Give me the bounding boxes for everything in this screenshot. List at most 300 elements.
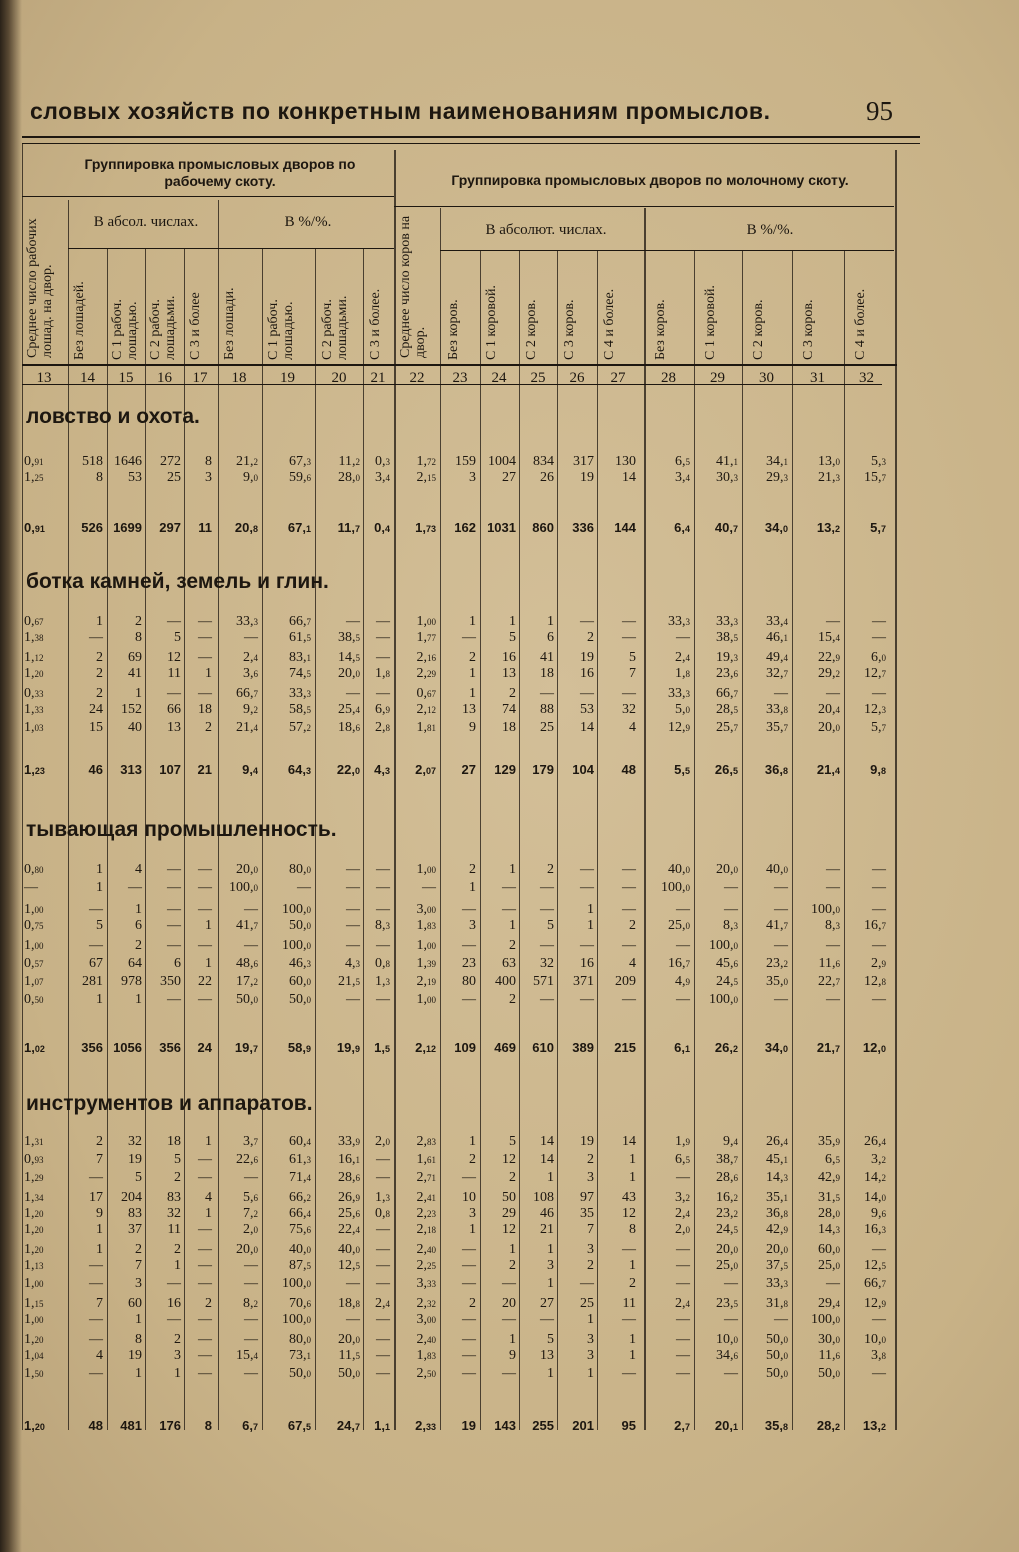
- table-cell: 1: [547, 614, 554, 629]
- table-cell: 1: [587, 918, 594, 933]
- table-cell: 5: [629, 650, 636, 665]
- table-cell: 69: [128, 650, 142, 665]
- table-cell: 5: [174, 630, 181, 645]
- total-cell: 469: [494, 1040, 516, 1055]
- table-cell: 2,4: [675, 650, 690, 665]
- table-cell: 100,0: [709, 992, 738, 1007]
- total-cell: 1,20: [24, 1418, 45, 1433]
- table-cell: 19: [128, 1152, 142, 1167]
- group-title-cows: Группировка промысловых дворов по молочному скоту.: [451, 172, 849, 188]
- table-cell: —: [540, 1312, 554, 1327]
- table-cell: —: [346, 880, 360, 895]
- table-cell: 48,6: [236, 956, 258, 971]
- table-cell: 5: [96, 918, 103, 933]
- table-cell: 2: [629, 1276, 636, 1291]
- total-cell: 40,7: [714, 520, 738, 535]
- table-cell: —: [774, 938, 788, 953]
- table-cell: —: [502, 1366, 516, 1381]
- table-cell: 59,6: [289, 470, 311, 485]
- total-cell: 336: [572, 520, 594, 535]
- total-cell: 6,7: [242, 1418, 258, 1433]
- total-cell: 12,0: [862, 1040, 886, 1055]
- table-cell: 20,4: [818, 702, 840, 717]
- table-cell: 66: [167, 702, 181, 717]
- table-cell: 46,1: [766, 630, 788, 645]
- table-cell: 16,3: [864, 1222, 886, 1237]
- table-cell: 28,0: [338, 470, 360, 485]
- column-number: 15: [118, 370, 134, 386]
- table-cell: 9: [509, 1348, 516, 1363]
- table-cell: —: [198, 1276, 212, 1291]
- table-cell: —: [198, 1152, 212, 1167]
- table-cell: 19: [580, 470, 594, 485]
- table-cell: 11: [167, 1222, 181, 1237]
- column-number: 30: [759, 370, 774, 386]
- table-cell: 12,9: [668, 720, 690, 735]
- table-cell: 12,3: [864, 702, 886, 717]
- table-cell: 16,2: [716, 1190, 738, 1205]
- table-cell: 2: [509, 938, 516, 953]
- table-cell: —: [346, 1276, 360, 1291]
- table-cell: —: [346, 614, 360, 629]
- table-cell: 5: [135, 1170, 142, 1185]
- table-cell: 1: [96, 614, 103, 629]
- table-cell: 41,7: [236, 918, 258, 933]
- table-cell: 27: [540, 1296, 554, 1311]
- table-cell: 1,50: [24, 1366, 44, 1381]
- table-cell: 371: [573, 974, 594, 989]
- table-cell: —: [462, 1276, 476, 1291]
- table-cell: 2,15: [416, 470, 436, 485]
- table-cell: 1: [96, 862, 103, 877]
- table-cell: —: [376, 1276, 390, 1291]
- table-cell: 0,80: [24, 862, 44, 877]
- table-cell: —: [872, 862, 886, 877]
- table-cell: 1: [135, 992, 142, 1007]
- table-cell: —: [244, 938, 258, 953]
- table-cell: 20,0: [338, 1332, 360, 1347]
- table-cell: 50,0: [766, 1332, 788, 1347]
- header-rule: [68, 248, 394, 249]
- table-cell: 1: [135, 1366, 142, 1381]
- total-cell: 24,7: [336, 1418, 360, 1433]
- table-cell: 14: [622, 470, 636, 485]
- table-cell: 100,0: [661, 880, 690, 895]
- total-cell: 11: [198, 520, 212, 535]
- table-cell: 2,4: [675, 1296, 690, 1311]
- column-rule: [440, 208, 441, 1430]
- table-cell: 50,0: [818, 1366, 840, 1381]
- table-cell: —: [622, 902, 636, 917]
- table-cell: 18,6: [338, 720, 360, 735]
- table-cell: 209: [615, 974, 636, 989]
- colhead-cow-abs: Без коров.: [446, 299, 461, 360]
- total-cell: 19: [461, 1418, 476, 1433]
- table-cell: 40,0: [289, 1242, 311, 1257]
- table-cell: —: [198, 1222, 212, 1237]
- table-cell: 33,3: [668, 614, 690, 629]
- total-cell: 64,3: [287, 762, 311, 777]
- table-cell: 1,00: [24, 902, 44, 917]
- table-cell: 53: [128, 470, 142, 485]
- table-cell: —: [872, 686, 886, 701]
- top-rule-thin: [22, 143, 920, 144]
- table-cell: 1: [205, 918, 212, 933]
- total-cell: 27: [461, 762, 476, 777]
- table-cell: —: [346, 992, 360, 1007]
- table-cell: 1646: [114, 454, 142, 469]
- table-cell: 3,6: [243, 666, 258, 681]
- table-cell: 3: [469, 918, 476, 933]
- table-cell: 9,2: [243, 702, 258, 717]
- table-cell: 7: [629, 666, 636, 681]
- table-cell: 7: [135, 1258, 142, 1273]
- table-cell: 1: [547, 1366, 554, 1381]
- table-cell: —: [167, 880, 181, 895]
- table-cell: 64: [128, 956, 142, 971]
- table-cell: 16,7: [864, 918, 886, 933]
- total-cell: 34,0: [764, 520, 788, 535]
- table-cell: —: [89, 902, 103, 917]
- table-cell: —: [89, 1276, 103, 1291]
- table-cell: 5,3: [871, 454, 886, 469]
- table-cell: 400: [495, 974, 516, 989]
- table-cell: 3,7: [243, 1134, 258, 1149]
- total-cell: 13,2: [862, 1418, 886, 1433]
- table-cell: 1: [587, 1366, 594, 1381]
- table-cell: —: [376, 1348, 390, 1363]
- table-cell: —: [198, 1258, 212, 1273]
- table-cell: —: [198, 630, 212, 645]
- table-cell: 25: [167, 470, 181, 485]
- table-cell: 100,0: [282, 938, 311, 953]
- table-cell: 1,13: [24, 1258, 44, 1273]
- table-cell: 13: [462, 702, 476, 717]
- table-cell: —: [580, 862, 594, 877]
- colhead-horse-pct: Без лошади.: [222, 287, 237, 360]
- table-cell: 28,6: [716, 1170, 738, 1185]
- table-cell: 100,0: [229, 880, 258, 895]
- column-number: 24: [491, 370, 507, 386]
- table-cell: —: [826, 686, 840, 701]
- book-spine-shadow: [0, 0, 22, 1552]
- table-cell: 2,18: [416, 1222, 436, 1237]
- table-cell: —: [198, 880, 212, 895]
- table-cell: 40,0: [668, 862, 690, 877]
- table-cell: 66,7: [864, 1276, 886, 1291]
- table-cell: 35: [580, 1206, 594, 1221]
- table-cell: —: [502, 1276, 516, 1291]
- table-cell: 40: [128, 720, 142, 735]
- table-cell: —: [376, 880, 390, 895]
- total-cell: 860: [532, 520, 554, 535]
- table-cell: 0,8: [375, 1206, 390, 1221]
- table-cell: 1: [469, 1134, 476, 1149]
- column-number: 13: [36, 370, 52, 386]
- table-cell: 100,0: [811, 1312, 840, 1327]
- table-cell: —: [502, 1312, 516, 1327]
- table-cell: 1: [205, 956, 212, 971]
- table-cell: —: [376, 992, 390, 1007]
- table-cell: —: [167, 614, 181, 629]
- total-cell: 8: [204, 1418, 212, 1433]
- total-cell: 5,7: [870, 520, 886, 535]
- table-cell: 24,5: [716, 974, 738, 989]
- table-cell: 32: [540, 956, 554, 971]
- table-cell: 17: [89, 1190, 103, 1205]
- table-cell: 33,8: [766, 702, 788, 717]
- table-cell: 66,7: [716, 686, 738, 701]
- table-cell: —: [198, 1348, 212, 1363]
- table-cell: 5,0: [675, 702, 690, 717]
- table-cell: 21: [540, 1222, 554, 1237]
- table-cell: —: [376, 614, 390, 629]
- table-cell: —: [676, 1170, 690, 1185]
- table-cell: —: [540, 902, 554, 917]
- table-cell: 0,93: [24, 1152, 44, 1167]
- table-cell: 41: [540, 650, 554, 665]
- table-cell: —: [676, 938, 690, 953]
- table-cell: 36,8: [766, 1206, 788, 1221]
- table-cell: —: [167, 1312, 181, 1327]
- table-cell: 18: [167, 1134, 181, 1149]
- total-cell: 356: [81, 1040, 103, 1055]
- table-cell: 14,5: [338, 650, 360, 665]
- table-cell: —: [872, 614, 886, 629]
- table-cell: 19: [128, 1348, 142, 1363]
- table-cell: 3: [469, 470, 476, 485]
- table-cell: 1: [96, 880, 103, 895]
- header-bottom-rule: [22, 364, 897, 366]
- total-cell: 2,33: [415, 1418, 436, 1433]
- table-cell: 1,33: [24, 702, 44, 717]
- total-cell: 356: [159, 1040, 181, 1055]
- table-cell: 1: [629, 1258, 636, 1273]
- running-head: словых хозяйств по конкретным наименованиям промыслов.: [30, 98, 771, 124]
- table-cell: 3: [587, 1332, 594, 1347]
- table-cell: —: [244, 1258, 258, 1273]
- table-cell: 8,3: [723, 918, 738, 933]
- table-cell: 66,7: [289, 614, 311, 629]
- colhead-avg-cows: Среднее число коров на двор.: [398, 215, 428, 358]
- table-cell: 152: [121, 702, 142, 717]
- table-cell: —: [376, 1312, 390, 1327]
- table-cell: —: [346, 862, 360, 877]
- table-cell: 57,2: [289, 720, 311, 735]
- column-number: 22: [409, 370, 425, 386]
- table-cell: 88: [540, 702, 554, 717]
- table-cell: 38,5: [716, 630, 738, 645]
- table-cell: 66,2: [289, 1190, 311, 1205]
- table-cell: 1,15: [24, 1296, 44, 1311]
- table-cell: 159: [455, 454, 476, 469]
- total-cell: 6,4: [674, 520, 690, 535]
- total-cell: 48: [88, 1418, 103, 1433]
- table-cell: 5: [509, 630, 516, 645]
- table-cell: —: [580, 880, 594, 895]
- table-cell: 8,3: [825, 918, 840, 933]
- table-cell: —: [826, 1276, 840, 1291]
- total-cell: 6,1: [674, 1040, 690, 1055]
- table-cell: 2: [509, 686, 516, 701]
- table-cell: 31,8: [766, 1296, 788, 1311]
- total-cell: 21,4: [816, 762, 840, 777]
- table-cell: —: [676, 902, 690, 917]
- table-cell: —: [724, 1312, 738, 1327]
- colhead-cow-abs: С 2 коров.: [524, 299, 539, 360]
- table-cell: 1: [96, 1222, 103, 1237]
- table-cell: 1: [509, 918, 516, 933]
- table-cell: 100,0: [282, 1312, 311, 1327]
- table-cell: —: [580, 686, 594, 701]
- table-cell: 2,4: [675, 1206, 690, 1221]
- total-cell: 1,23: [24, 762, 45, 777]
- table-cell: 61,5: [289, 630, 311, 645]
- table-cell: 5,6: [243, 1190, 258, 1205]
- table-cell: 3,2: [675, 1190, 690, 1205]
- table-cell: 25,0: [818, 1258, 840, 1273]
- table-cell: 2,40: [416, 1242, 436, 1257]
- total-cell: 1,73: [415, 520, 436, 535]
- table-cell: 33,3: [668, 686, 690, 701]
- table-cell: —: [676, 1276, 690, 1291]
- table-cell: —: [167, 862, 181, 877]
- table-cell: —: [198, 1242, 212, 1257]
- table-cell: 10: [462, 1190, 476, 1205]
- table-cell: 1: [509, 1242, 516, 1257]
- table-cell: 13: [167, 720, 181, 735]
- table-cell: 60,0: [289, 974, 311, 989]
- table-cell: —: [774, 1312, 788, 1327]
- table-cell: 60: [128, 1296, 142, 1311]
- table-cell: 40,0: [338, 1242, 360, 1257]
- table-cell: 63: [502, 956, 516, 971]
- table-cell: 2,0: [375, 1134, 390, 1149]
- table-cell: —: [724, 880, 738, 895]
- table-cell: —: [198, 1312, 212, 1327]
- colhead-horse-abs: Без лошадей.: [72, 281, 87, 360]
- total-cell: 20,1: [714, 1418, 738, 1433]
- table-cell: 2,9: [871, 956, 886, 971]
- table-cell: 8,2: [243, 1296, 258, 1311]
- table-cell: 12,5: [864, 1258, 886, 1273]
- table-cell: 1,8: [375, 666, 390, 681]
- table-cell: 38,7: [716, 1152, 738, 1167]
- table-cell: 2,25: [416, 1258, 436, 1273]
- table-cell: —: [622, 630, 636, 645]
- table-cell: 12: [502, 1222, 516, 1237]
- table-cell: 2,23: [416, 1206, 436, 1221]
- table-cell: 71,4: [289, 1170, 311, 1185]
- table-cell: 12,9: [864, 1296, 886, 1311]
- table-cell: 1,20: [24, 1242, 44, 1257]
- table-cell: 29,4: [818, 1296, 840, 1311]
- table-cell: 61,3: [289, 1152, 311, 1167]
- table-cell: 1: [469, 686, 476, 701]
- table-cell: 11,6: [818, 1348, 840, 1363]
- total-cell: 67,5: [287, 1418, 311, 1433]
- table-cell: 35,1: [766, 1190, 788, 1205]
- table-cell: 18: [540, 666, 554, 681]
- table-cell: 1: [174, 1366, 181, 1381]
- table-cell: 21,4: [236, 720, 258, 735]
- table-cell: 28,5: [716, 702, 738, 717]
- table-cell: —: [872, 1366, 886, 1381]
- table-cell: —: [774, 686, 788, 701]
- table-cell: 3: [587, 1242, 594, 1257]
- table-cell: —: [376, 650, 390, 665]
- table-cell: —: [872, 880, 886, 895]
- table-cell: 9,4: [723, 1134, 738, 1149]
- table-cell: 4,3: [345, 956, 360, 971]
- table-cell: 12: [622, 1206, 636, 1221]
- total-cell: 144: [614, 520, 636, 535]
- table-cell: 5,7: [871, 720, 886, 735]
- table-cell: 22,4: [338, 1222, 360, 1237]
- table-cell: 1004: [488, 454, 516, 469]
- table-cell: 60,4: [289, 1134, 311, 1149]
- table-cell: 8: [629, 1222, 636, 1237]
- table-cell: —: [872, 902, 886, 917]
- table-cell: 87,5: [289, 1258, 311, 1273]
- total-cell: 1699: [113, 520, 142, 535]
- table-cell: 3: [174, 1348, 181, 1363]
- total-cell: 1056: [113, 1040, 142, 1055]
- table-cell: 3: [547, 1258, 554, 1273]
- column-number: 17: [192, 370, 208, 386]
- table-cell: 74,5: [289, 666, 311, 681]
- table-cell: 18,8: [338, 1296, 360, 1311]
- total-cell: 9,4: [242, 762, 258, 777]
- table-cell: 3,4: [375, 470, 390, 485]
- table-cell: —: [198, 650, 212, 665]
- table-cell: 50,0: [289, 918, 311, 933]
- total-cell: 67,1: [287, 520, 311, 535]
- table-cell: 33,9: [338, 1134, 360, 1149]
- table-cell: 2: [587, 1258, 594, 1273]
- total-cell: 19,7: [234, 1040, 258, 1055]
- table-cell: 2,71: [416, 1170, 436, 1185]
- table-cell: —: [198, 614, 212, 629]
- table-cell: —: [167, 938, 181, 953]
- table-cell: —: [167, 992, 181, 1007]
- table-cell: 1,61: [416, 1152, 436, 1167]
- table-cell: 25,6: [338, 1206, 360, 1221]
- table-cell: 317: [573, 454, 594, 469]
- table-cell: —: [462, 1312, 476, 1327]
- table-cell: 1: [629, 1170, 636, 1185]
- table-cell: —: [622, 614, 636, 629]
- column-number: 21: [370, 370, 386, 386]
- table-cell: 130: [615, 454, 636, 469]
- group-title-horses: Группировка промысловых дворов по рабочему скоту.: [84, 156, 356, 189]
- table-cell: 42,9: [818, 1170, 840, 1185]
- table-cell: 6,5: [825, 1152, 840, 1167]
- table-cell: 23,2: [766, 956, 788, 971]
- table-cell: 1: [205, 666, 212, 681]
- table-cell: 0,67: [24, 614, 44, 629]
- table-cell: —: [676, 1366, 690, 1381]
- table-cell: —: [376, 1222, 390, 1237]
- table-cell: 25,0: [716, 1258, 738, 1273]
- total-cell: 13,2: [816, 520, 840, 535]
- table-cell: 7,2: [243, 1206, 258, 1221]
- colhead-horse-pct: С 3 и более.: [368, 288, 383, 360]
- table-cell: —: [376, 938, 390, 953]
- table-cell: —: [346, 902, 360, 917]
- table-cell: 2,0: [675, 1222, 690, 1237]
- table-cell: 20,0: [716, 1242, 738, 1257]
